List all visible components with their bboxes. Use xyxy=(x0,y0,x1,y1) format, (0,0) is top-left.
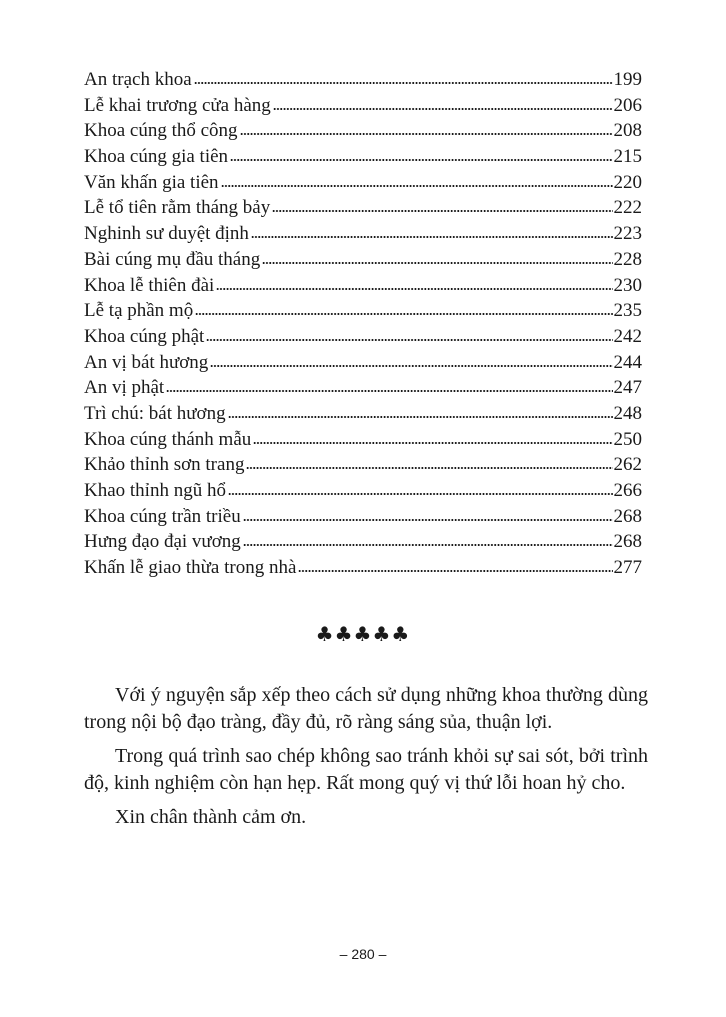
toc-row xyxy=(84,375,642,401)
toc-row xyxy=(84,195,642,221)
toc-page-number: 215 xyxy=(613,146,642,168)
toc-title: Khoa cúng trần triều xyxy=(84,505,241,527)
toc-row xyxy=(84,555,642,581)
closing-text xyxy=(84,682,648,839)
dot-leader xyxy=(272,209,612,213)
toc-row xyxy=(84,118,642,144)
toc-page-number: 199 xyxy=(613,69,642,90)
toc-page-number: 262 xyxy=(613,454,642,476)
section-divider-clubs: ♣♣♣♣♣ xyxy=(315,622,411,646)
toc-page-number: 235 xyxy=(613,300,642,322)
toc-title: Khoa cúng phật xyxy=(84,325,205,347)
dot-leader xyxy=(216,287,612,291)
toc-page-number: 266 xyxy=(613,480,642,501)
dot-leader xyxy=(228,492,613,496)
toc-page-number: 206 xyxy=(613,94,642,116)
toc-page-number: 268 xyxy=(613,505,642,527)
toc-title: Trì chú: bát hương xyxy=(84,402,226,424)
toc-page-number: 248 xyxy=(613,402,642,424)
toc-title: An vị bát hương xyxy=(84,351,209,373)
toc-row xyxy=(84,529,642,555)
dot-leader xyxy=(194,81,613,85)
toc-title: Khoa lễ thiên đài xyxy=(84,274,215,296)
toc-row xyxy=(84,273,642,299)
toc-page-number: 220 xyxy=(613,171,642,193)
dot-leader xyxy=(251,235,613,239)
page-number: – 280 – xyxy=(339,946,387,962)
toc-page-number: 244 xyxy=(613,351,642,373)
toc-title: Hưng đạo đại vương xyxy=(84,531,241,553)
dot-leader xyxy=(298,569,612,573)
toc-title: Lễ tổ tiên rằm tháng bảy xyxy=(84,197,271,219)
dot-leader xyxy=(230,158,612,162)
toc-title: Bài cúng mụ đầu tháng xyxy=(84,248,261,270)
toc-page-number: 222 xyxy=(613,197,642,219)
toc-page-number: 208 xyxy=(613,120,642,142)
toc-row xyxy=(84,221,642,247)
dot-leader xyxy=(240,132,613,136)
toc-row xyxy=(84,324,642,350)
toc-title: Khoa cúng thánh mẫu xyxy=(84,428,252,450)
toc-row xyxy=(84,144,642,170)
dot-leader xyxy=(262,261,612,265)
dot-leader xyxy=(243,543,613,547)
dot-leader xyxy=(210,364,612,368)
dot-leader xyxy=(221,184,613,188)
dot-leader xyxy=(206,338,612,342)
toc-title: Khoa cúng thổ công xyxy=(84,120,238,142)
toc-page-number: 230 xyxy=(613,274,642,296)
dot-leader xyxy=(246,466,612,470)
dot-leader xyxy=(253,441,612,445)
dot-leader xyxy=(195,312,612,316)
toc-row xyxy=(84,67,642,93)
toc-title: Lễ tạ phần mộ xyxy=(84,300,194,322)
toc-title: Khao thỉnh ngũ hổ xyxy=(84,480,226,501)
table-of-contents xyxy=(84,67,642,581)
toc-title: Khấn lễ giao thừa trong nhà xyxy=(84,557,297,579)
toc-title: Khoa cúng gia tiên xyxy=(84,146,229,168)
toc-row xyxy=(84,93,642,119)
toc-row xyxy=(84,170,642,196)
toc-title: Văn khấn gia tiên xyxy=(84,171,219,193)
toc-row xyxy=(84,504,642,530)
paragraph: Trong quá trình sao chép không sao tránh khỏi sự sai sót, bởi trình độ, kinh nghiệm còn hạn hẹp. Rất mong quý vị thứ lỗi hoan hỷ cho. xyxy=(84,745,648,794)
toc-page-number: 247 xyxy=(613,377,642,399)
paragraph: Với ý nguyện sắp xếp theo cách sử dụng những khoa thường dùng trong nội bộ đạo tràng, đầy đủ, rõ ràng sáng sủa, thuận lợi. xyxy=(84,684,648,733)
toc-row xyxy=(84,452,642,478)
toc-page-number: 277 xyxy=(613,557,642,579)
toc-row xyxy=(84,298,642,324)
toc-row xyxy=(84,247,642,273)
dot-leader xyxy=(228,415,613,419)
toc-row xyxy=(84,427,642,453)
toc-page-number: 228 xyxy=(613,248,642,270)
toc-page-number: 242 xyxy=(613,325,642,347)
paragraph: Xin chân thành cảm ơn. xyxy=(115,806,307,828)
toc-title: Lễ khai trương cửa hàng xyxy=(84,94,271,116)
toc-page-number: 268 xyxy=(613,531,642,553)
toc-row xyxy=(84,401,642,427)
toc-title: Khảo thỉnh sơn trang xyxy=(84,454,245,476)
toc-page-number: 250 xyxy=(613,428,642,450)
dot-leader xyxy=(243,518,613,522)
toc-title: An trạch khoa xyxy=(84,69,192,90)
toc-row xyxy=(84,478,642,504)
toc-row xyxy=(84,350,642,376)
dot-leader xyxy=(166,389,612,393)
toc-title: Nghinh sư duyệt định xyxy=(84,223,249,245)
toc-page-number: 223 xyxy=(613,223,642,245)
toc-title: An vị phật xyxy=(84,377,165,399)
dot-leader xyxy=(273,107,613,111)
